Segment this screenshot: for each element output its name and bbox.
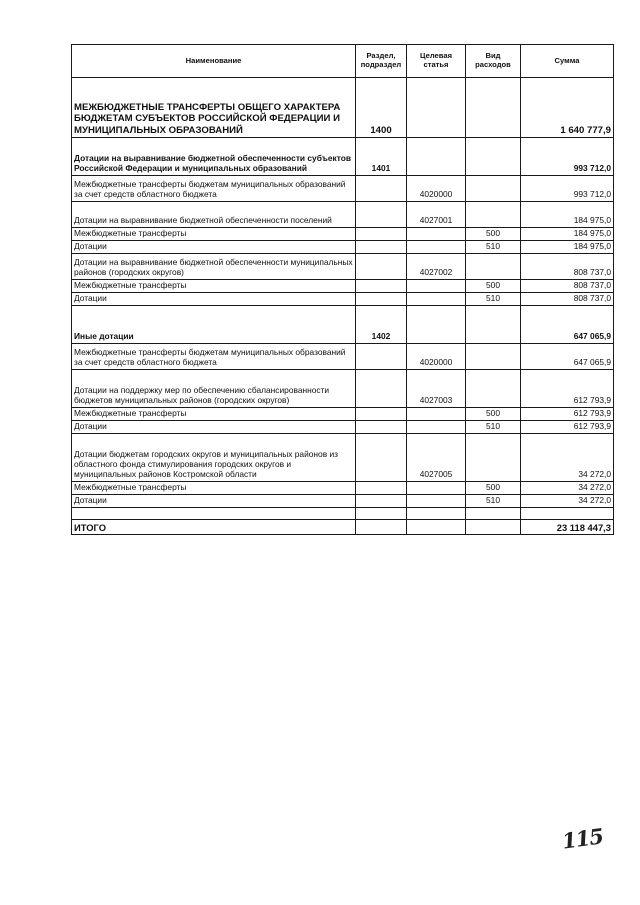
cell-sum: 612 793,9 — [521, 370, 614, 408]
handwritten-page-number: 115 — [560, 823, 605, 854]
cell-type: 500 — [466, 408, 521, 421]
cell-type: 500 — [466, 228, 521, 241]
cell-section — [356, 254, 407, 280]
table-row — [72, 344, 614, 370]
table-row — [72, 370, 614, 408]
table-row — [72, 138, 614, 176]
cell-target: 4027002 — [407, 254, 466, 280]
cell-name: ИТОГО — [72, 520, 356, 535]
cell-target — [407, 138, 466, 176]
cell-name: Дотации — [72, 241, 356, 254]
cell-section — [356, 344, 407, 370]
cell-section — [356, 176, 407, 202]
cell-section: 1401 — [356, 138, 407, 176]
header-sum: Сумма — [521, 45, 614, 78]
header-target: Целевая статья — [407, 45, 466, 78]
total-row — [72, 520, 614, 535]
cell-type: 510 — [466, 495, 521, 508]
cell-sum: 23 118 447,3 — [521, 520, 614, 535]
cell-sum: 34 272,0 — [521, 495, 614, 508]
cell-name: Межбюджетные трансферты — [72, 482, 356, 495]
cell-sum: 808 737,0 — [521, 280, 614, 293]
cell-name: Межбюджетные трансферты бюджетам муниципальных образований за счет средств областного бюджета — [72, 176, 356, 202]
cell-sum: 34 272,0 — [521, 482, 614, 495]
cell-section — [356, 293, 407, 306]
cell-section — [356, 434, 407, 482]
cell-target — [407, 482, 466, 495]
table-row — [72, 293, 614, 306]
cell-sum: 993 712,0 — [521, 176, 614, 202]
cell-type — [466, 202, 521, 228]
table-row — [72, 202, 614, 228]
cell-type — [466, 508, 521, 520]
cell-sum: 647 065,9 — [521, 306, 614, 344]
cell-type — [466, 306, 521, 344]
table-row — [72, 241, 614, 254]
budget-table — [71, 44, 614, 535]
cell-sum: 184 975,0 — [521, 241, 614, 254]
cell-name: МЕЖБЮДЖЕТНЫЕ ТРАНСФЕРТЫ ОБЩЕГО ХАРАКТЕРА БЮДЖЕТАМ СУБЪЕКТОВ РОССИЙСКОЙ ФЕДЕРАЦИИ И МУНИЦИПАЛЬНЫХ ОБРАЗОВАНИЙ — [72, 78, 356, 138]
cell-name: Дотации — [72, 495, 356, 508]
cell-sum: 184 975,0 — [521, 202, 614, 228]
cell-name: Дотации на выравнивание бюджетной обеспеченности поселений — [72, 202, 356, 228]
cell-sum: 993 712,0 — [521, 138, 614, 176]
cell-section — [356, 421, 407, 434]
table-row — [72, 495, 614, 508]
header-type: Вид расходов — [466, 45, 521, 78]
cell-type: 510 — [466, 241, 521, 254]
cell-type — [466, 344, 521, 370]
cell-target — [407, 421, 466, 434]
cell-target — [407, 293, 466, 306]
cell-section: 1402 — [356, 306, 407, 344]
cell-target — [407, 241, 466, 254]
cell-name: Дотации — [72, 293, 356, 306]
cell-name: Дотации на выравнивание бюджетной обеспеченности субъектов Российской Федерации и муниципальных образований — [72, 138, 356, 176]
cell-target: 4020000 — [407, 176, 466, 202]
table-row — [72, 254, 614, 280]
cell-sum: 1 640 777,9 — [521, 78, 614, 138]
table-row — [72, 434, 614, 482]
cell-section — [356, 520, 407, 535]
cell-type — [466, 434, 521, 482]
cell-sum: 647 065,9 — [521, 344, 614, 370]
table-row — [72, 306, 614, 344]
cell-sum: 612 793,9 — [521, 408, 614, 421]
cell-sum: 34 272,0 — [521, 434, 614, 482]
cell-type — [466, 78, 521, 138]
cell-type: 510 — [466, 421, 521, 434]
cell-type — [466, 370, 521, 408]
cell-target — [407, 306, 466, 344]
cell-name: Межбюджетные трансферты бюджетам муниципальных образований за счет средств областного бюджета — [72, 344, 356, 370]
cell-target: 4027005 — [407, 434, 466, 482]
cell-name: Межбюджетные трансферты — [72, 280, 356, 293]
cell-section — [356, 370, 407, 408]
header-section: Раздел, подраздел — [356, 45, 407, 78]
cell-section — [356, 241, 407, 254]
header-name: Наименование — [72, 45, 356, 78]
table-row — [72, 408, 614, 421]
cell-sum: 808 737,0 — [521, 254, 614, 280]
table-row — [72, 78, 614, 138]
cell-section: 1400 — [356, 78, 407, 138]
table-row — [72, 508, 614, 520]
cell-sum: 184 975,0 — [521, 228, 614, 241]
cell-name: Иные дотации — [72, 306, 356, 344]
cell-target — [407, 280, 466, 293]
cell-section — [356, 408, 407, 421]
table-body — [72, 78, 614, 535]
cell-sum: 808 737,0 — [521, 293, 614, 306]
table-row — [72, 280, 614, 293]
cell-section — [356, 202, 407, 228]
cell-target — [407, 408, 466, 421]
cell-sum: 612 793,9 — [521, 421, 614, 434]
cell-type: 510 — [466, 293, 521, 306]
table-row — [72, 176, 614, 202]
cell-section — [356, 495, 407, 508]
cell-type: 500 — [466, 280, 521, 293]
table-row — [72, 421, 614, 434]
cell-name: Межбюджетные трансферты — [72, 228, 356, 241]
cell-type — [466, 138, 521, 176]
table-header-row — [72, 45, 614, 78]
cell-section — [356, 508, 407, 520]
cell-type — [466, 520, 521, 535]
cell-section — [356, 228, 407, 241]
cell-sum — [521, 508, 614, 520]
cell-type — [466, 254, 521, 280]
cell-target: 4027003 — [407, 370, 466, 408]
cell-target: 4020000 — [407, 344, 466, 370]
cell-section — [356, 482, 407, 495]
cell-name: Дотации бюджетам городских округов и муниципальных районов из областного фонда стимулирования городских округов и муниципальных районов Костромской области — [72, 434, 356, 482]
cell-target — [407, 78, 466, 138]
cell-name: Межбюджетные трансферты — [72, 408, 356, 421]
cell-name: Дотации на выравнивание бюджетной обеспеченности муниципальных районов (городских округов) — [72, 254, 356, 280]
cell-target — [407, 228, 466, 241]
cell-name: Дотации — [72, 421, 356, 434]
cell-target: 4027001 — [407, 202, 466, 228]
cell-target — [407, 495, 466, 508]
cell-section — [356, 280, 407, 293]
table-row — [72, 482, 614, 495]
cell-type — [466, 176, 521, 202]
cell-target — [407, 508, 466, 520]
cell-name — [72, 508, 356, 520]
cell-type: 500 — [466, 482, 521, 495]
cell-target — [407, 520, 466, 535]
table-row — [72, 228, 614, 241]
cell-name: Дотации на поддержку мер по обеспечению сбалансированности бюджетов муниципальных районов (городских округов) — [72, 370, 356, 408]
